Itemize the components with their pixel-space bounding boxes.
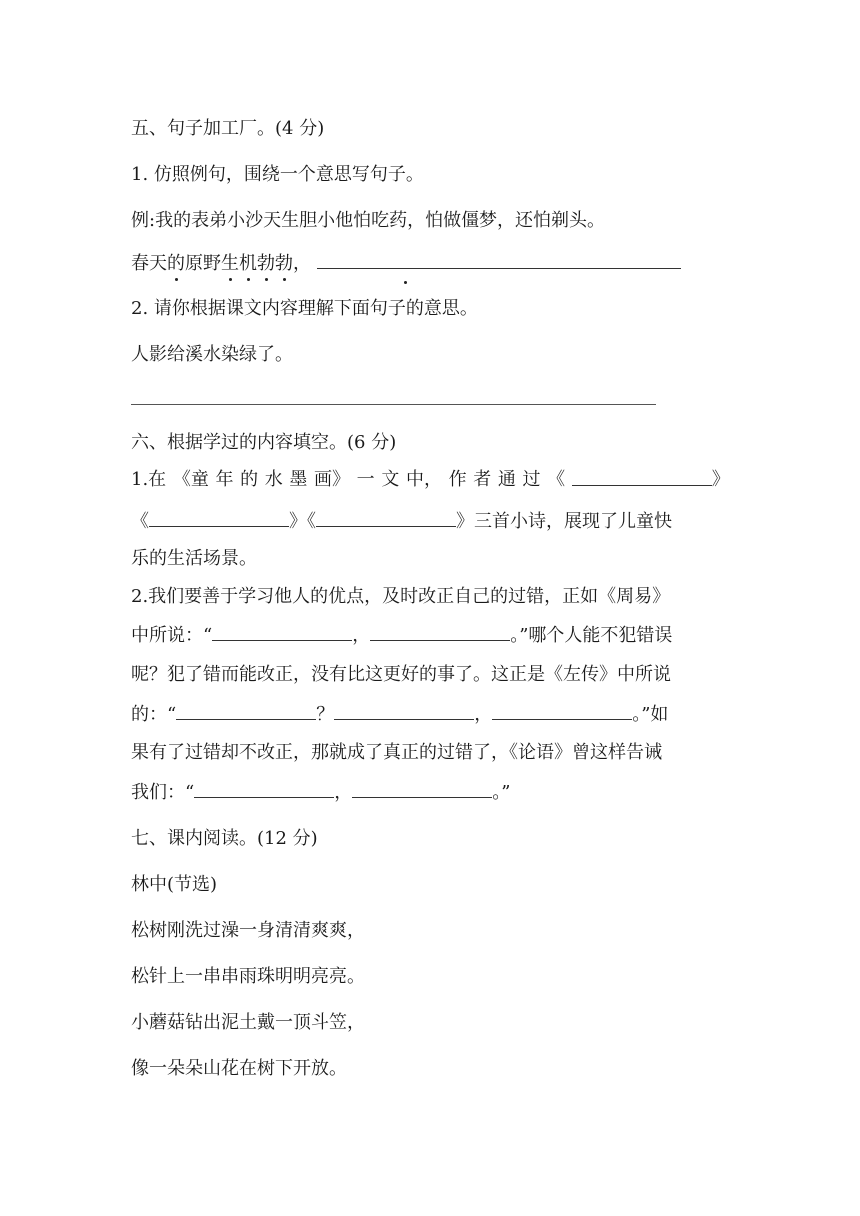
section7-title: 七、课内阅读。(12 分) <box>131 828 318 849</box>
q2-line6-tail: 。” <box>492 782 511 803</box>
section6-q2-line5: 果有了过错却不改正，那就成了真正的过错了，《论语》曾这样告诫 <box>131 742 662 763</box>
section5-question-2: 2. 请你根据课文内容理解下面句子的意思。 <box>131 298 478 319</box>
word: 文 <box>381 469 400 490</box>
target-sentence: 人影给溪水染绿了。 <box>131 344 293 365</box>
answer-blank[interactable] <box>492 701 632 720</box>
poem-line: 松树刚洗过澡一身清清爽爽， <box>131 920 365 941</box>
word: 的 <box>240 469 259 490</box>
answer-blank[interactable] <box>316 508 456 527</box>
answer-blank[interactable] <box>334 701 474 720</box>
section6-q1-line2 <box>131 508 672 535</box>
dotted-char: 生 <box>221 253 239 274</box>
dotted-char: 勃 <box>275 253 293 274</box>
answer-blank[interactable] <box>176 701 316 720</box>
section6-q2-line1: 2.我们要善于学习他人的优点，及时改正自己的过错，正如《周易》 <box>131 586 671 607</box>
word: 《童 <box>172 469 209 490</box>
word: 过 <box>522 469 541 490</box>
poem-line: 松针上一串串雨珠明明亮亮。 <box>131 966 365 987</box>
section6-q2-line6 <box>131 779 510 806</box>
answer-blank[interactable] <box>212 622 352 641</box>
q2-line6-pre: 我们：“ <box>131 782 195 803</box>
answer-line[interactable] <box>131 404 656 405</box>
answer-blank[interactable] <box>194 779 334 798</box>
blank-group <box>572 467 730 493</box>
section6-q2-line3: 呢？犯了错而能改正，没有比这更好的事了。这正是《左传》中所说 <box>131 664 671 685</box>
q2-line2-pre: 中所说：“ <box>131 625 213 646</box>
section6-q2-line4 <box>131 701 668 728</box>
comma: ， <box>474 704 493 725</box>
imitation-prompt <box>131 250 681 277</box>
dotted-char: 勃 <box>257 253 275 274</box>
open-title-quote: 《 <box>307 511 316 532</box>
section6-q2-line2 <box>131 622 672 649</box>
section5-title: 五、句子加工厂。(4 分) <box>131 118 325 139</box>
q2-line4-tail: 。”如 <box>632 704 669 725</box>
word: 者 <box>473 469 492 490</box>
poem-line: 小蘑菇钻出泥土戴一顶斗笠， <box>131 1012 365 1033</box>
section5-question-1: 1. 仿照例句，围绕一个意思写句子。 <box>131 164 424 185</box>
q2-line2-tail: 。”哪个人能不犯错误 <box>510 625 673 646</box>
q1-line2-tail: 》三首小诗，展现了儿童快 <box>456 511 672 532</box>
section6-q1-line3: 乐的生活场景。 <box>131 548 257 569</box>
section6-q1-line1 <box>131 467 730 493</box>
example-sentence: 例:我的表弟小沙天生胆小他怕吃药，怕做僵梦，还怕剃头。 <box>131 210 606 231</box>
word: 1.在 <box>131 469 167 490</box>
poem-line: 像一朵朵山花在树下开放。 <box>131 1058 347 1079</box>
word: 墨 <box>289 469 308 490</box>
poem-title: 林中(节选) <box>131 874 218 895</box>
word: 画》 <box>314 469 351 490</box>
word: 水 <box>264 469 283 490</box>
comma: ， <box>352 625 371 646</box>
word: 一 <box>356 469 375 490</box>
prompt-comma: ， <box>293 253 311 274</box>
word: 年 <box>215 469 234 490</box>
word: 《 <box>547 469 566 490</box>
q2-line4-pre: 的：“ <box>131 704 177 725</box>
open-title-quote: 《 <box>131 511 149 532</box>
comma: ， <box>334 782 353 803</box>
question-mark: ？ <box>316 704 335 725</box>
answer-blank[interactable] <box>572 467 712 486</box>
section6-title: 六、根据学过的内容填空。(6 分) <box>131 432 397 453</box>
answer-blank[interactable] <box>352 779 492 798</box>
answer-blank[interactable] <box>149 508 289 527</box>
answer-blank[interactable] <box>370 622 510 641</box>
dotted-char: 机 <box>239 253 257 274</box>
close-title-quote: 》 <box>289 511 307 532</box>
answer-blank[interactable] <box>317 250 681 269</box>
word: 作 <box>448 469 467 490</box>
prompt-pre: 春天的原野 <box>131 253 221 274</box>
word: 中， <box>405 469 442 490</box>
word: 通 <box>497 469 516 490</box>
close-title-quote: 》 <box>711 469 730 490</box>
